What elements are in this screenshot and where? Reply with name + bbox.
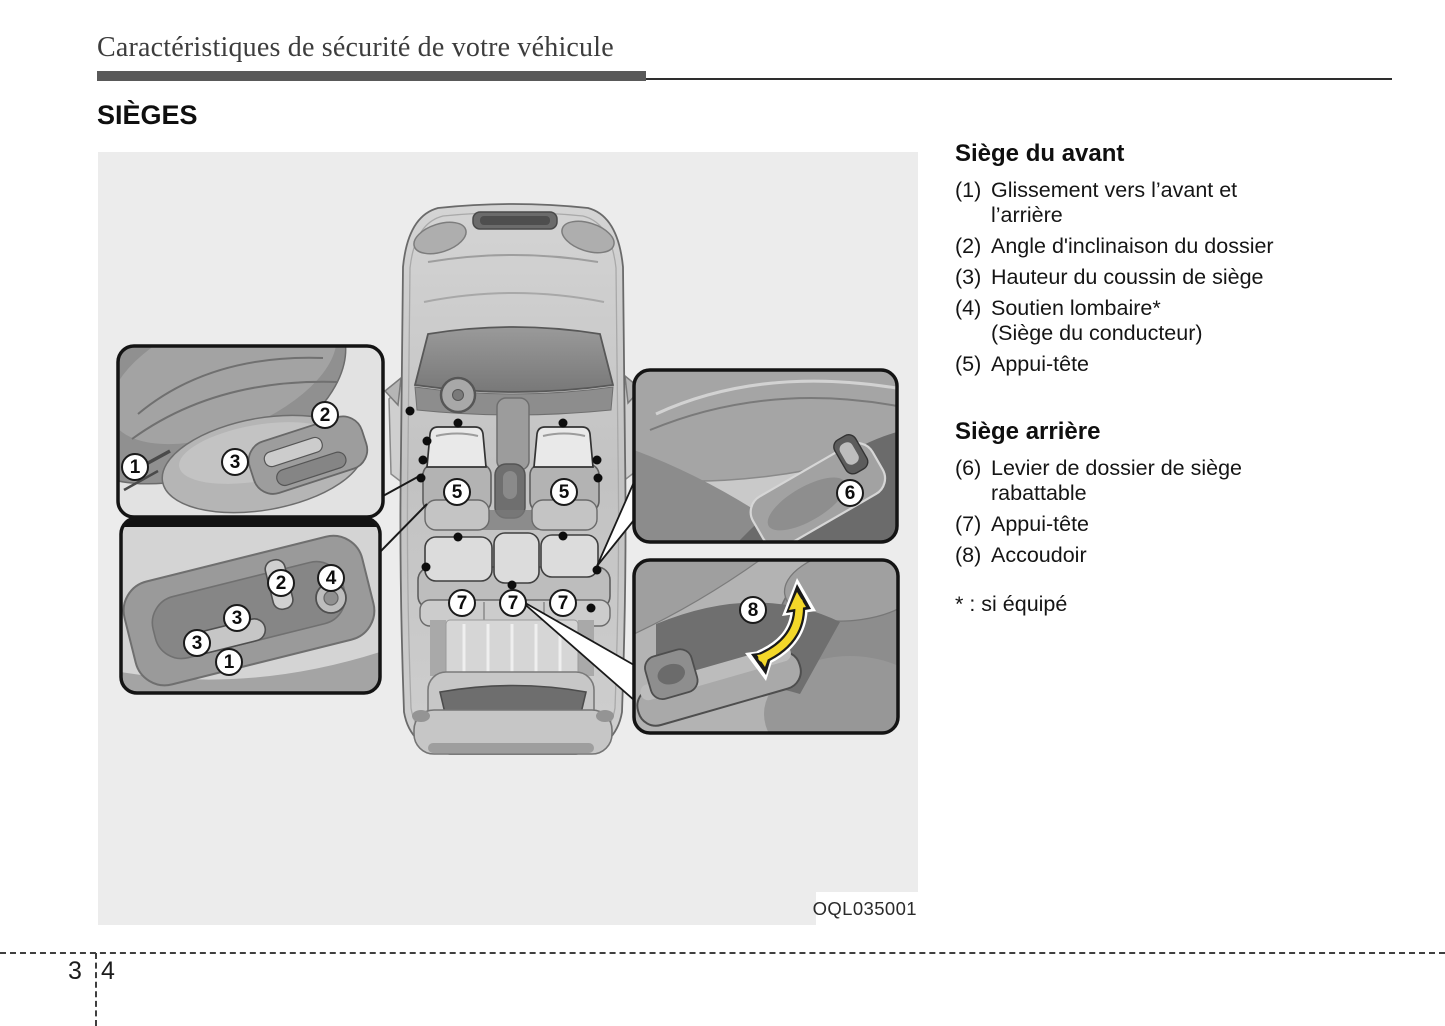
callout-7-rear-headrest-left: 7 <box>448 589 476 617</box>
item-text-cont: l’arrière <box>991 203 1063 227</box>
callout-5-headrest-right: 5 <box>550 478 578 506</box>
item-number: (6) <box>955 456 982 480</box>
callout-1-slide-switch: 1 <box>215 648 243 676</box>
item-number: (5) <box>955 352 982 376</box>
item-text: Glissement vers l’avant et <box>991 178 1238 202</box>
inset-armrest <box>625 538 918 772</box>
item-text: Levier de dossier de siège <box>991 456 1242 480</box>
rear-seat-heading: Siège arrière <box>955 418 1101 445</box>
front-seat-heading: Siège du avant <box>955 140 1125 167</box>
item-number: (7) <box>955 512 982 536</box>
callout-4-lumbar: 4 <box>317 564 345 592</box>
footer-chapter-number: 3 <box>68 957 82 985</box>
callout-2-recline-switch: 2 <box>267 569 295 597</box>
item-number: (3) <box>955 265 982 289</box>
item-text: Appui-tête <box>991 352 1090 376</box>
item-text: Soutien lombaire* <box>991 296 1161 320</box>
seat-diagram-figure <box>98 152 918 925</box>
callout-2-recline: 2 <box>311 401 339 429</box>
callout-8-armrest: 8 <box>739 596 767 624</box>
callout-6-fold-lever: 6 <box>836 479 864 507</box>
footer-dashed-divider <box>95 953 97 1026</box>
list-item-8 <box>955 543 1425 568</box>
item-text: Hauteur du coussin de siège <box>991 265 1264 289</box>
footnote: * : si équipé <box>955 592 1068 616</box>
callout-1-seat-slide: 1 <box>121 453 149 481</box>
item-text-cont: (Siège du conducteur) <box>991 321 1203 345</box>
figure-code: OQL035001 <box>812 897 917 919</box>
footer-page-number: 4 <box>101 957 115 985</box>
item-number: (2) <box>955 234 982 258</box>
callout-7-rear-headrest-mid: 7 <box>499 589 527 617</box>
page-header-title: Caractéristiques de sécurité de votre véhicule <box>97 32 614 63</box>
callout-5-headrest-left: 5 <box>443 478 471 506</box>
list-item-4 <box>955 296 1425 346</box>
list-item-1 <box>955 178 1425 228</box>
header-accent-bar <box>97 71 646 81</box>
list-item-2 <box>955 234 1425 259</box>
list-item-5 <box>955 352 1425 377</box>
item-number: (1) <box>955 178 982 202</box>
item-text: Appui-tête <box>991 512 1090 536</box>
list-item-7 <box>955 512 1425 537</box>
inset-seat-controls <box>117 518 380 693</box>
inset-front-seat-side <box>98 252 383 527</box>
list-item-3 <box>955 265 1425 290</box>
callout-3-height-switch-b: 3 <box>183 629 211 657</box>
item-text: Angle d'inclinaison du dossier <box>991 234 1274 258</box>
callout-7-rear-headrest-right: 7 <box>549 589 577 617</box>
callout-3-cushion-height: 3 <box>221 448 249 476</box>
item-text-cont: rabattable <box>991 481 1087 505</box>
item-number: (4) <box>955 296 982 320</box>
item-number: (8) <box>955 543 982 567</box>
seat-diagram-art <box>98 152 918 925</box>
footer-dashed-rule <box>0 952 1445 954</box>
callout-3-height-switch-a: 3 <box>223 604 251 632</box>
legend-column <box>955 140 1425 617</box>
list-item-6 <box>955 456 1425 506</box>
section-title: SIÈGES <box>97 100 198 130</box>
figure-code-patch <box>812 892 918 925</box>
item-text: Accoudoir <box>991 543 1087 567</box>
